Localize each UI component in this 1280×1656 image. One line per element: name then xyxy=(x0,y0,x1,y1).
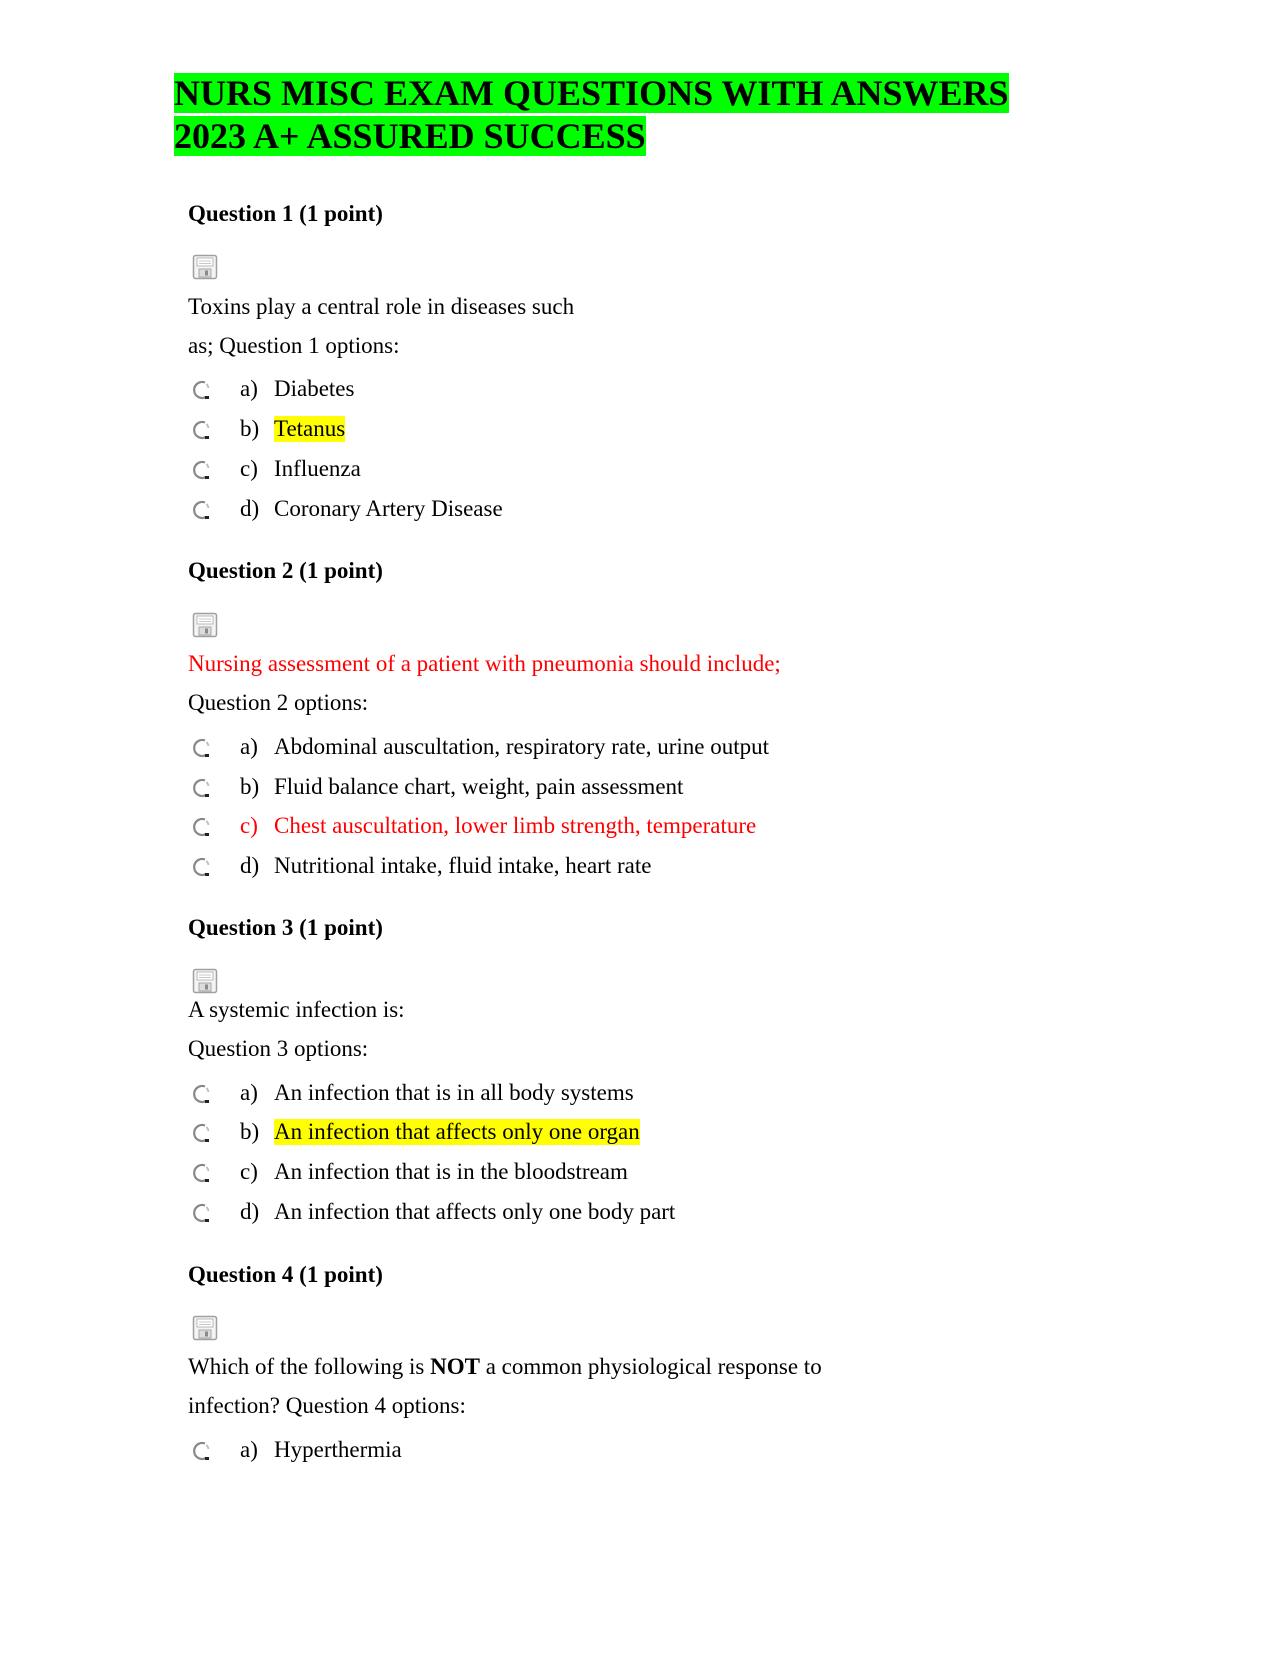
option-letter: c) xyxy=(240,813,258,838)
option-text-highlighted: An infection that affects only one organ xyxy=(274,1119,640,1144)
radio-button-icon[interactable] xyxy=(190,1122,212,1144)
stem-text: Which of the following is xyxy=(188,1354,431,1379)
question-4-stem-line-1 xyxy=(188,1354,822,1380)
option-letter: d) xyxy=(240,496,260,521)
option-text: Fluid balance chart, weight, pain assessment xyxy=(274,774,684,799)
option-letter: a) xyxy=(240,1080,258,1105)
option-text: Abdominal auscultation, respiratory rate, urine output xyxy=(274,734,770,759)
radio-button-icon[interactable] xyxy=(190,1083,212,1105)
option-text: Chest auscultation, lower limb strength, temperature xyxy=(274,813,757,838)
title-line-1: NURS MISC EXAM QUESTIONS WITH ANSWERS xyxy=(174,73,1009,113)
option-text: An infection that is in all body systems xyxy=(274,1080,634,1105)
option-letter: b) xyxy=(240,416,260,441)
question-2-stem-line-1: Nursing assessment of a patient with pneumonia should include; xyxy=(188,651,781,676)
stem-text: a common physiological response to xyxy=(479,1354,822,1379)
question-4-stem-line-2: infection? Question 4 options: xyxy=(188,1393,466,1418)
question-2-heading: Question 2 (1 point) xyxy=(188,558,383,583)
stem-emphasis: NOT xyxy=(430,1354,480,1379)
option-letter: b) xyxy=(240,1119,260,1144)
question-3-stem-line-1: A systemic infection is: xyxy=(188,997,405,1022)
question-1-stem-line-1: Toxins play a central role in diseases such xyxy=(188,294,575,319)
option-text-highlighted: Tetanus xyxy=(274,416,346,441)
radio-button-icon[interactable] xyxy=(190,777,212,799)
title-line-2: 2023 A+ ASSURED SUCCESS xyxy=(174,116,646,156)
radio-button-icon[interactable] xyxy=(190,1202,212,1224)
option-letter: d) xyxy=(240,1199,260,1224)
option-letter: c) xyxy=(240,456,258,481)
option-letter: a) xyxy=(240,1437,258,1462)
radio-button-icon[interactable] xyxy=(190,379,212,401)
radio-button-icon[interactable] xyxy=(190,856,212,878)
option-letter: c) xyxy=(240,1159,258,1184)
radio-button-icon[interactable] xyxy=(190,737,212,759)
option-text: An infection that is in the bloodstream xyxy=(274,1159,628,1184)
option-letter: a) xyxy=(240,734,258,759)
radio-button-icon[interactable] xyxy=(190,1162,212,1184)
option-letter: a) xyxy=(240,376,258,401)
option-text: An infection that affects only one body part xyxy=(274,1199,676,1224)
option-letter: b) xyxy=(240,774,260,799)
question-1-heading: Question 1 (1 point) xyxy=(188,201,383,226)
option-letter: d) xyxy=(240,853,260,878)
radio-button-icon[interactable] xyxy=(190,1440,212,1462)
option-text: Hyperthermia xyxy=(274,1437,402,1462)
radio-button-icon[interactable] xyxy=(190,816,212,838)
question-4-heading: Question 4 (1 point) xyxy=(188,1262,383,1287)
option-text: Coronary Artery Disease xyxy=(274,496,503,521)
option-text: Nutritional intake, fluid intake, heart rate xyxy=(274,853,652,878)
option-text: Diabetes xyxy=(274,376,355,401)
save-icon[interactable] xyxy=(192,254,218,280)
save-icon[interactable] xyxy=(192,968,218,994)
option-text: Influenza xyxy=(274,456,361,481)
radio-button-icon[interactable] xyxy=(190,459,212,481)
question-3-stem-line-2: Question 3 options: xyxy=(188,1036,369,1061)
question-3-heading: Question 3 (1 point) xyxy=(188,915,383,940)
save-icon[interactable] xyxy=(192,1315,218,1341)
document-title xyxy=(174,72,1009,158)
radio-button-icon[interactable] xyxy=(190,499,212,521)
save-icon[interactable] xyxy=(192,612,218,638)
question-1-stem-line-2: as; Question 1 options: xyxy=(188,333,400,358)
question-2-stem-line-2: Question 2 options: xyxy=(188,690,369,715)
radio-button-icon[interactable] xyxy=(190,419,212,441)
